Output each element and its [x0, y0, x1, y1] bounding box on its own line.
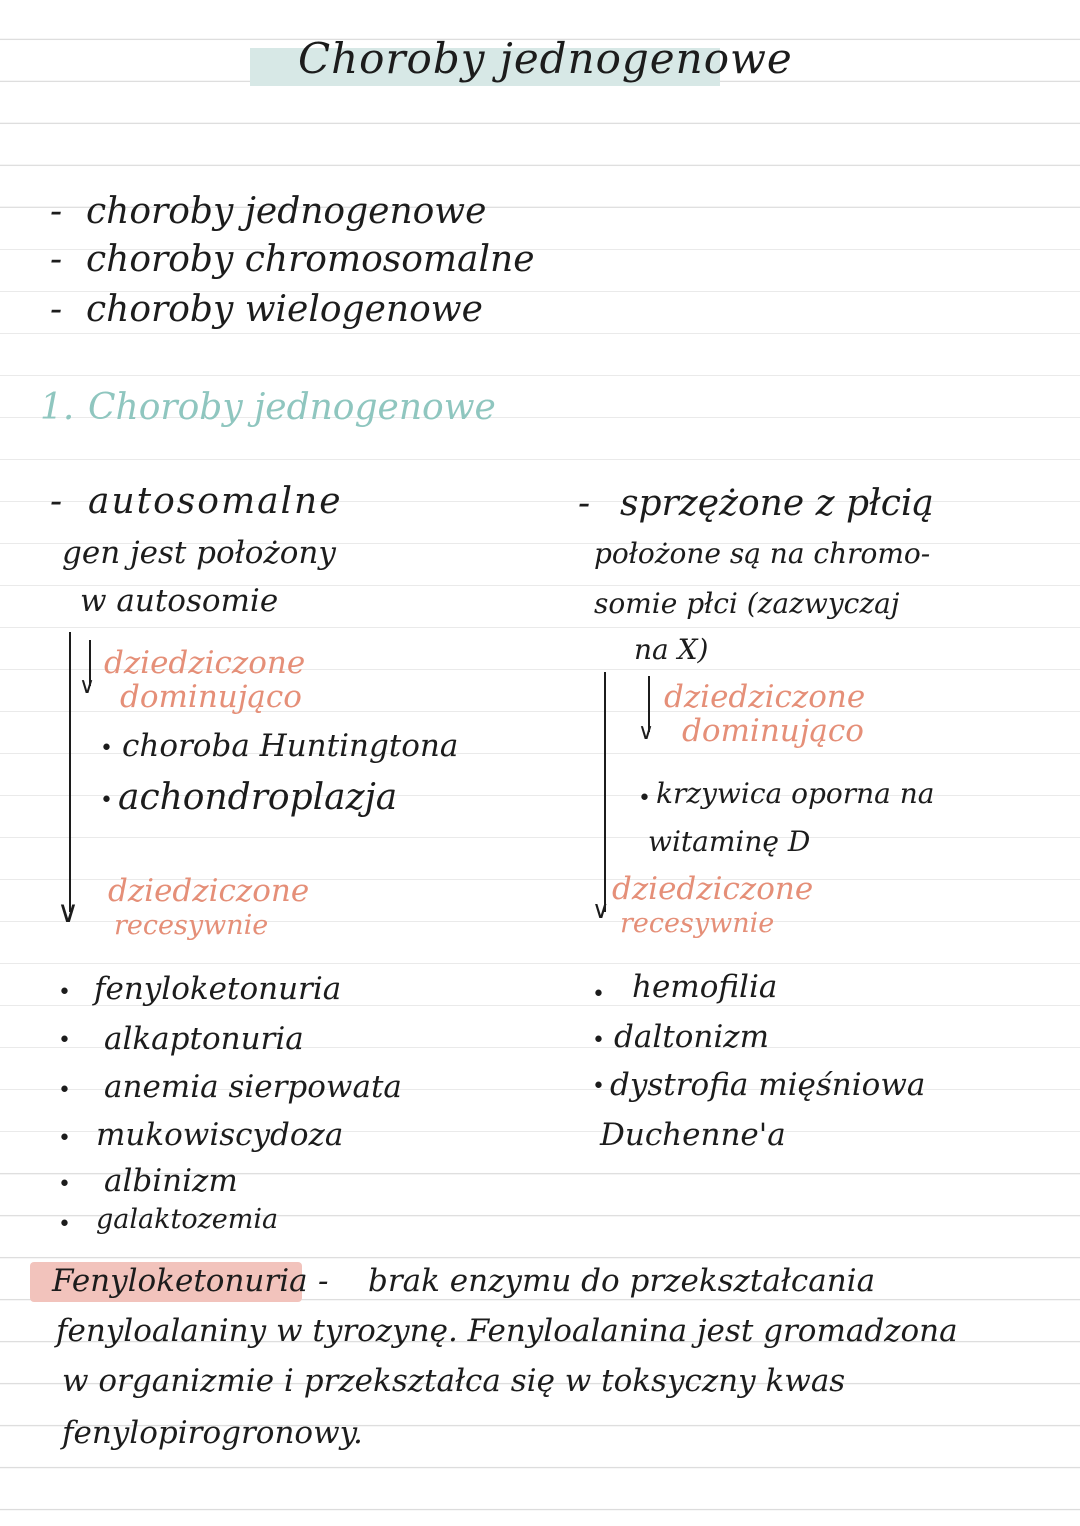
right-dominant-label-2: dominująco [682, 713, 864, 749]
left-inner-arrow-head-icon: ∨ [79, 674, 96, 699]
left-dominant-bullet-2: • [100, 788, 113, 813]
right-inner-arrow-head-icon: ∨ [638, 720, 655, 745]
left-desc-line2: w autosomie [80, 583, 279, 619]
left-outer-arrow-head-icon: ∨ [57, 895, 79, 930]
note-term: Fenyloketonuria [52, 1263, 308, 1299]
intro-item-3: choroby wielogenowe [86, 289, 483, 330]
left-dominant-item-2: achondroplazja [118, 777, 398, 818]
intro-dash-2: - [50, 239, 63, 280]
right-recessive-bullet-3: • [592, 1074, 605, 1099]
right-recessive-label-2: recesywnie [620, 908, 775, 939]
note-line4: fenylopirogronowy. [62, 1415, 363, 1451]
left-recessive-item-1: fenyloketonuria [94, 971, 342, 1007]
right-recessive-bullet-2: • [592, 1028, 605, 1053]
intro-dash-1: - [50, 191, 63, 232]
left-recessive-item-6: galaktozemia [96, 1204, 279, 1235]
left-dash: - [50, 481, 63, 522]
note-line1: brak enzymu do przekształcania [368, 1263, 876, 1299]
intro-item-2: choroby chromosomalne [86, 239, 535, 280]
section-number: 1. [40, 387, 75, 428]
right-recessive-item-1: hemofilia [632, 969, 778, 1005]
left-dominant-bullet-1: • [100, 736, 113, 761]
left-recessive-item-2: alkaptonuria [104, 1021, 304, 1057]
left-recessive-bullet-5: • [58, 1172, 71, 1197]
right-recessive-bullet-1: • [592, 982, 605, 1007]
right-recessive-label-1: dziedziczone [612, 871, 814, 907]
left-recessive-bullet-3: • [58, 1078, 71, 1103]
left-recessive-bullet-1: • [58, 980, 71, 1005]
right-heading: sprzężone z płcią [620, 483, 934, 524]
left-recessive-item-5: albinizm [104, 1163, 238, 1199]
right-dominant-label-1: dziedziczone [664, 679, 866, 715]
right-dominant-item-line2: witaminę D [648, 825, 811, 858]
left-recessive-label-1: dziedziczone [108, 873, 310, 909]
right-desc-line2: somie płci (zazwyczaj [594, 587, 900, 620]
left-dominant-label-2: dominująco [120, 679, 302, 715]
left-outer-arrow-line [69, 632, 71, 912]
left-dominant-label-1: dziedziczone [104, 645, 306, 681]
right-desc-line1: położone są na chromo- [594, 537, 931, 570]
note-dash: - [318, 1263, 329, 1299]
right-recessive-item-3: dystrofia mięśniowa [610, 1067, 926, 1103]
right-desc-line3: na X) [634, 633, 709, 666]
right-dash: - [578, 483, 591, 524]
left-recessive-bullet-2: • [58, 1028, 71, 1053]
left-recessive-label-2: recesywnie [114, 910, 269, 941]
section-heading: Choroby jednogenowe [88, 387, 496, 428]
note-line3: w organizmie i przekształca się w toksyczny kwas [62, 1363, 846, 1399]
right-outer-arrow-line [604, 672, 606, 912]
right-dominant-bullet-1: • [638, 786, 651, 811]
left-recessive-item-3: anemia sierpowata [104, 1069, 402, 1105]
left-recessive-bullet-4: • [58, 1126, 71, 1151]
right-recessive-item-2: daltonizm [614, 1019, 769, 1055]
left-heading: autosomalne [88, 481, 343, 522]
right-outer-arrow-head-icon: ∨ [592, 896, 610, 924]
left-dominant-item-1: choroba Huntingtona [122, 728, 459, 764]
left-recessive-bullet-6: • [58, 1212, 71, 1237]
intro-dash-3: - [50, 289, 63, 330]
page-title: Choroby jednogenowe [298, 34, 793, 83]
right-recessive-item-3-cont: Duchenne'a [600, 1117, 786, 1153]
left-recessive-item-4: mukowiscydoza [96, 1117, 344, 1153]
left-desc-line1: gen jest położony [62, 535, 336, 571]
intro-item-1: choroby jednogenowe [86, 191, 487, 232]
right-dominant-item-line1: krzywica oporna na [656, 777, 935, 810]
note-line2: fenyloalaniny w tyrozynę. Fenyloalanina jest gromadzona [56, 1313, 958, 1349]
